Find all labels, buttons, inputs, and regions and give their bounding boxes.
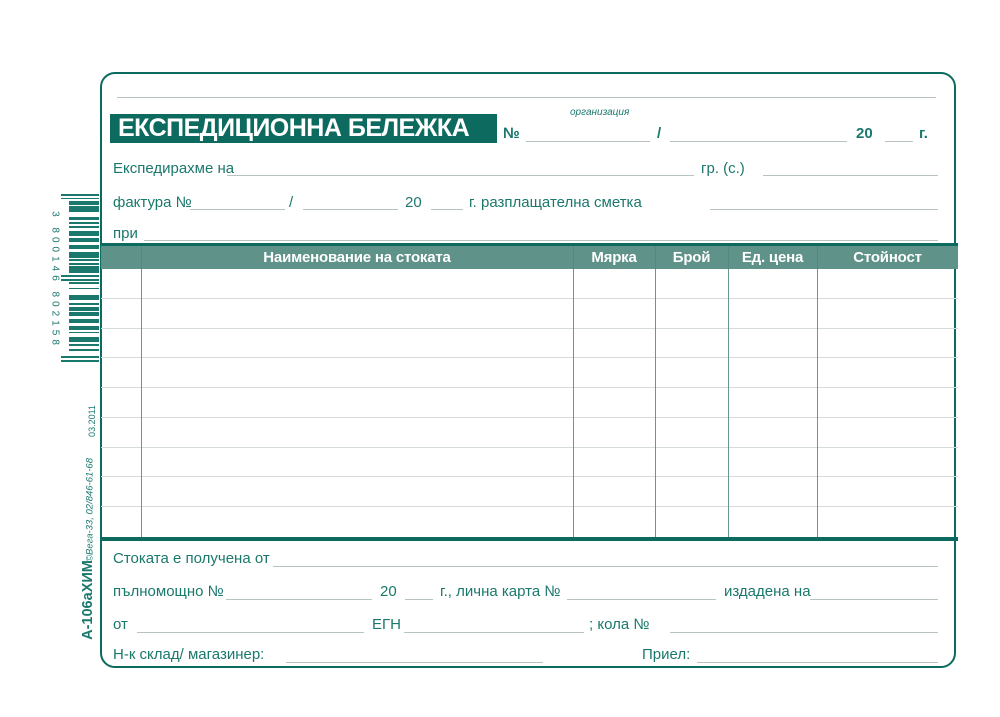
table-row [101,299,958,329]
organization-label: организация [570,107,630,118]
car-line [670,632,938,633]
table-row [101,507,958,537]
at-label: при [113,225,138,242]
table-header-cell: Брой [672,249,711,266]
at-line [144,240,938,241]
proxy-label: пълномощно № [113,583,224,600]
barcode-module [69,272,99,274]
barcode-module [61,275,99,277]
barcode-module [61,279,99,281]
barcode-module [69,222,99,224]
barcode-module [69,298,99,300]
barcode-module [69,256,99,258]
table-header-row [101,246,958,269]
barcode-module [69,321,99,323]
table-bottom-rule [101,537,958,541]
table-header-cell: Ед. цена [741,249,804,266]
barcode-module [69,332,99,334]
table-column-line [655,246,656,537]
city-label: гр. (с.) [701,160,745,177]
doc-year-line [885,141,913,142]
id-card-line [567,599,716,600]
barcode-module [69,288,99,290]
from-line [137,632,364,633]
table-row [101,448,958,478]
barcode-module [69,210,99,212]
barcode-module [61,194,99,196]
barcode-module [69,314,99,316]
invoice-year-suffix: г. разплащателна сметка [469,194,642,211]
accepted-label: Приел: [642,646,691,663]
barcode-module [69,259,99,261]
from-label: от [113,616,128,633]
table-column-line [728,246,729,537]
print-date: 03.2011 [87,405,97,437]
doc-number-label: № [503,125,520,142]
proxy-year-suffix: г., лична карта № [440,583,561,600]
table-row [101,477,958,507]
form-title: ЕКСПЕДИЦИОННА БЕЛЕЖКА [110,114,497,143]
doc-number-line [526,141,650,142]
barcode-module [69,235,99,237]
barcode-module [69,349,99,351]
issued-label: издадена на [724,583,811,600]
barcode-module [61,360,99,362]
table-row [101,269,958,299]
barcode-module [69,328,99,330]
invoice-year-line [431,209,463,210]
barcode-module [69,282,99,284]
barcode-module [61,198,99,200]
goods-table [101,243,958,540]
received-from-label: Стоката е получена от [113,550,270,567]
barcode-module [69,203,99,205]
barcode-module [69,263,99,265]
egn-line [404,632,584,633]
city-line [763,175,938,176]
invoice-second-line [303,209,398,210]
manager-label: Н-к склад/ магазинер: [113,646,265,663]
barcode-module [69,240,99,242]
barcode-module [69,341,99,343]
table-row [101,418,958,448]
manager-signature-line [286,662,543,663]
barcode [61,194,99,364]
table-header-cell: Стойност [853,249,922,266]
doc-number-slash: / [657,125,662,142]
invoice-year-prefix: 20 [405,194,422,211]
table-row [101,358,958,388]
form-code: А-106аХИМ [80,560,96,640]
table-header-cell [101,246,141,269]
doc-year-prefix: 20 [856,125,873,142]
doc-year-suffix: г. [919,125,928,142]
barcode-digits: 3 800146 802158 [49,211,61,349]
table-header-cell: Наименование на стоката [263,249,451,266]
table-column-line [141,246,142,537]
barcode-module [69,247,99,249]
barcode-module [69,309,99,311]
organization-line [117,97,936,98]
table-column-line [573,246,574,537]
table-body [101,269,958,537]
invoice-label: фактура № [113,194,192,211]
table-row [101,329,958,359]
barcode-module [69,303,99,305]
shipped-to-label: Експедирахме на [113,160,235,177]
invoice-number-line [190,209,285,210]
table-row [101,388,958,418]
invoice-slash: / [289,194,294,211]
egn-label: ЕГН [372,616,401,633]
proxy-number-line [226,599,372,600]
received-from-line [273,566,938,567]
proxy-year-line [405,599,433,600]
barcode-module [61,356,99,358]
table-column-line [817,246,818,537]
publisher-imprint: ©Вега-33, 02/846-61-68 [84,457,96,563]
barcode-module [69,226,99,228]
accepted-signature-line [697,662,938,663]
shipped-to-line [227,175,694,176]
barcode-module [69,219,99,221]
car-label: ; кола № [589,616,650,633]
doc-number-second-line [670,141,847,142]
barcode-module [69,344,99,346]
issued-line [810,599,938,600]
table-header-cell: Мярка [591,249,637,266]
bank-account-line [710,209,938,210]
proxy-year-prefix: 20 [380,583,397,600]
